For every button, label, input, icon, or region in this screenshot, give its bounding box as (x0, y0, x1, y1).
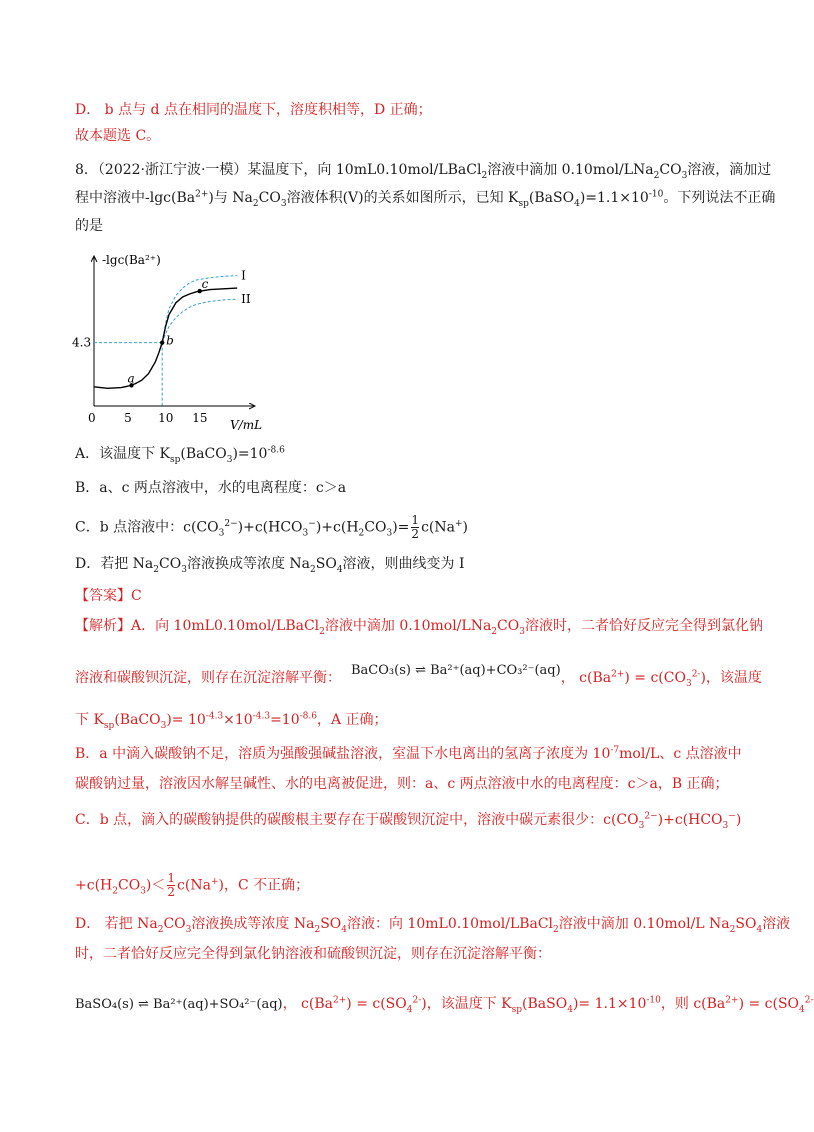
q8-line2-part: 程中溶液中-lgc(Ba (75, 190, 196, 206)
sub-4: 4 (341, 924, 347, 935)
answer-line: 【答案】C (75, 588, 142, 604)
analysis-text: c(Na (177, 877, 211, 894)
analysis-text: (BaCO (114, 712, 161, 728)
analysis-text: )= 10 (166, 712, 206, 728)
option-c-text: )= (392, 519, 410, 536)
fraction-denominator: 2 (167, 885, 176, 899)
sup-2dash: 2- (412, 995, 422, 1006)
q8-line2-part: 溶液体积(V)的关系如图所示，已知 K (286, 190, 519, 206)
equation-baso4: BaSO₄(s) ⇌ Ba²⁺(aq)+SO₄²⁻(aq) (75, 997, 283, 1012)
analysis-label: 【解析】 (75, 618, 131, 634)
fraction-half (411, 514, 419, 541)
sup-plus: + (210, 876, 219, 887)
x-tick-label: 0 (88, 411, 96, 425)
analysis-text: ， c(Ba (282, 996, 333, 1012)
analysis-d-line-2: 时，二者恰好反应完全得到氯化钠溶液和硫酸钡沉淀，则存在沉淀溶解平衡： (75, 946, 551, 962)
sub-sp: sp (518, 198, 529, 209)
option-d-text: 溶液，则曲线变为 I (342, 556, 465, 572)
sub-4: 4 (406, 1004, 413, 1015)
sup-m43: -4.3 (252, 711, 271, 722)
sup-2plus: 2+ (725, 995, 739, 1006)
sup-plus: + (454, 518, 463, 529)
sup-m86: -8.6 (267, 445, 285, 456)
analysis-text: A．向 10mL0.10mol/LBaCl (131, 618, 320, 634)
option-d (75, 554, 465, 574)
analysis-text: )＜ (145, 877, 166, 894)
point-label-b: b (166, 333, 174, 348)
analysis-text: ，则 c(Ba (660, 996, 726, 1012)
sub-sp: sp (170, 454, 181, 465)
sub-2: 2 (112, 886, 118, 897)
analysis-text: ) = c(CO (624, 670, 686, 686)
sub-3: 3 (280, 198, 287, 209)
sub-4: 4 (756, 924, 763, 935)
analysis-b-line-2: 碳酸钠过量，溶液因水解呈碱性、水的电离被促进，则：a、c 两点溶液中水的电离程度：c＞a，B 正确； (75, 776, 729, 792)
sup-m10: -10 (646, 995, 661, 1006)
sub-2: 2 (157, 924, 164, 935)
option-a (75, 444, 285, 464)
analysis-c-line-1 (75, 810, 741, 830)
analysis-text: SO (735, 916, 757, 932)
analysis-a-line-2 (75, 663, 762, 689)
option-d-text: SO (315, 556, 337, 572)
series-label-I: I (241, 268, 246, 283)
fraction-half (167, 872, 175, 899)
sub-3: 3 (302, 528, 309, 539)
sub-2: 2 (314, 924, 321, 935)
analysis-text: mol/L、c 点溶液中 (619, 746, 742, 762)
sub-4: 4 (567, 1004, 573, 1015)
sub-3: 3 (681, 170, 688, 181)
q8-line2-part: )=1.1×10 (579, 190, 649, 206)
x-tick-label: 5 (124, 411, 132, 425)
analysis-text: 溶液换成等浓度 Na (191, 916, 315, 932)
sub-3: 3 (722, 820, 729, 831)
option-c-text: CO (364, 519, 387, 536)
option-a-text: )=10 (232, 446, 268, 462)
sub-3: 3 (638, 820, 645, 831)
analysis-text: ， c(Ba (560, 670, 612, 686)
sup-2dash: 2- (804, 995, 814, 1006)
analysis-text: 下 K (75, 712, 104, 728)
sub-2: 2 (358, 528, 365, 539)
sub-sp: sp (103, 720, 115, 731)
sup-2minus: 2− (644, 811, 658, 822)
analysis-text: SO (320, 916, 342, 932)
analysis-b-line-1 (75, 744, 742, 764)
q8-line2-part: (BaSO (528, 190, 575, 206)
question-8-line-2 (75, 188, 775, 208)
analysis-text: 溶液中滴加 0.10mol/L Na (558, 916, 730, 932)
point-label-a: a (127, 371, 135, 386)
sub-2: 2 (653, 170, 660, 181)
sub-2: 2 (491, 626, 498, 637)
y-axis-label: -lgc(Ba²⁺) (102, 253, 161, 267)
x-ticks (88, 411, 208, 425)
points-group (128, 277, 209, 388)
analysis-text: )，该温度下 K (421, 996, 512, 1012)
sup-m43: -4.3 (205, 711, 224, 722)
q8-text-3: CO (659, 162, 682, 178)
sub-sp: sp (511, 1004, 523, 1015)
sub-3: 3 (140, 886, 146, 897)
emphasis-not-correct: 不正确 (733, 190, 776, 206)
option-c-text: )+c(HCO (237, 519, 303, 536)
analysis-d-line-3 (75, 994, 814, 1015)
analysis-text: =10 (270, 712, 300, 728)
option-d-text: 溶液换成等浓度 Na (186, 556, 310, 572)
sub-4: 4 (336, 564, 343, 575)
analysis-text: D． 若把 Na (75, 916, 158, 932)
question-8-line-3: 的是 (75, 218, 103, 234)
sup-2dash: 2- (691, 669, 701, 680)
sub-2: 2 (729, 924, 736, 935)
analysis-text: ) = c(SO (738, 996, 800, 1012)
sub-3: 3 (519, 626, 525, 637)
analysis-text: ) (735, 812, 742, 828)
equation-baco3: BaCO₃(s) ⇌ Ba²⁺(aq)+CO₃²⁻(aq) (351, 663, 561, 678)
option-c-text: c(Na (421, 519, 455, 536)
sup-2plus: 2+ (611, 669, 625, 680)
q8-text-1: 8．（2022·浙江宁波·一模）某温度下，向 10mL0.10mol/LBaCl (75, 162, 482, 178)
analysis-text: ) = c(SO (346, 996, 407, 1012)
fraction-numerator: 1 (167, 871, 176, 885)
analysis-text: C．b 点，滴入的碳酸钠提供的碳酸根主要存在于碳酸钡沉淀中，溶液中碳元素很少：c(CO (75, 812, 639, 828)
option-c-text: C．b 点溶液中：c(CO (75, 519, 219, 536)
q8-text-2: 溶液中滴加 0.10mol/LNa (487, 162, 654, 178)
sub-2: 2 (481, 170, 488, 181)
sub-2: 2 (252, 198, 259, 209)
sub-2: 2 (553, 924, 559, 935)
sub-2: 2 (153, 564, 160, 575)
sub-3: 3 (160, 720, 167, 731)
analysis-text: 溶液：向 10mL0.10mol/LBaCl (347, 916, 554, 932)
text-line-choose-c: 故本题选 C。 (75, 128, 161, 144)
analysis-text: B．a 中滴入碳酸钠不足，溶质为强酸强碱盐溶液，室温下水电离出的氢离子浓度为 10 (75, 746, 611, 762)
analysis-a-line-1 (75, 616, 763, 636)
q8-text-4: 溶液，滴加过 (687, 162, 772, 178)
chart-svg (70, 248, 270, 433)
x-tick-label: 15 (192, 411, 208, 425)
sub-2: 2 (319, 626, 325, 637)
analysis-text: 溶液时，二者恰好反应完全得到氯化钠 (524, 618, 763, 634)
analysis-text: CO (163, 916, 186, 932)
x-axis-label: V/mL (230, 418, 263, 432)
sup-2plus: 2+ (195, 189, 209, 200)
option-c-text: )+c(H (315, 519, 359, 536)
option-b: B．a、c 两点溶液中，水的电离程度：c＞a (75, 480, 347, 496)
x-tick-label: 10 (158, 411, 174, 425)
sup-minus: − (308, 518, 316, 529)
sub-3: 3 (218, 528, 225, 539)
q8-line2-part: )与 Na (208, 190, 253, 206)
analysis-text: )，C 不正确； (218, 877, 310, 894)
sub-2: 2 (310, 564, 316, 575)
analysis-d-line-1 (75, 914, 790, 934)
sub-3: 3 (181, 564, 187, 575)
analysis-a-line-3 (75, 710, 388, 730)
series-label-II: II (241, 292, 251, 307)
sup-m86: -8.6 (299, 711, 317, 722)
analysis-text: 溶液中滴加 0.10mol/LNa (324, 618, 492, 634)
series-group (94, 269, 251, 389)
y-tick-label: 4.3 (72, 335, 92, 350)
analysis-text: )= 1.1×10 (572, 996, 647, 1012)
fraction-denominator: 2 (411, 527, 420, 541)
point-label-c: c (201, 277, 209, 292)
analysis-text: +c(H (75, 877, 113, 894)
analysis-text: CO (497, 618, 520, 634)
option-a-text: (BaCO (180, 446, 227, 462)
chart (70, 248, 270, 433)
option-d-text: D．若把 Na (75, 556, 154, 572)
analysis-text: CO (117, 877, 141, 894)
analysis-text: ×10 (223, 712, 253, 728)
sup-2plus: 2+ (333, 995, 347, 1006)
fraction-numerator: 1 (411, 513, 420, 527)
sup-2minus: 2− (224, 518, 238, 529)
text-line-d-conclusion: D． b 点与 d 点在相同的温度下，溶度积相等，D 正确； (75, 102, 432, 118)
analysis-text: 溶液 (762, 916, 791, 932)
sup-m10: -10 (648, 189, 664, 200)
analysis-text: 溶液和碳酸钡沉淀，则存在沉淀溶解平衡： (75, 670, 341, 686)
sup-m7: -7 (610, 745, 620, 756)
q8-line2-part: CO (258, 190, 281, 206)
option-a-text: A．该温度下 K (75, 446, 171, 462)
sub-4: 4 (574, 198, 580, 209)
analysis-text: ，A 正确； (316, 712, 388, 728)
option-c: C．b 点溶液中：$c(CO_3^{2-})+c(HCO_3^-)+c(H_2CO_3)=$ $\frac{1}{2}$ c(Na+) (75, 513, 468, 541)
analysis-c-line-2 (75, 872, 309, 899)
sup-minus: − (728, 811, 736, 822)
sub-4: 4 (799, 1004, 805, 1015)
sub-3: 3 (226, 454, 233, 465)
question-8-line-1 (75, 160, 771, 180)
point-b (160, 340, 164, 344)
analysis-text: )，该温度 (700, 670, 762, 686)
series-line-I (162, 276, 237, 343)
sub-3: 3 (685, 678, 692, 689)
sub-3: 3 (185, 924, 192, 935)
analysis-text: (BaSO (522, 996, 568, 1012)
q8-line2-part: 。下列说法 (663, 190, 734, 206)
sub-3: 3 (386, 528, 393, 539)
option-d-text: CO (159, 556, 182, 572)
analysis-text: )+c(HCO (657, 812, 723, 828)
